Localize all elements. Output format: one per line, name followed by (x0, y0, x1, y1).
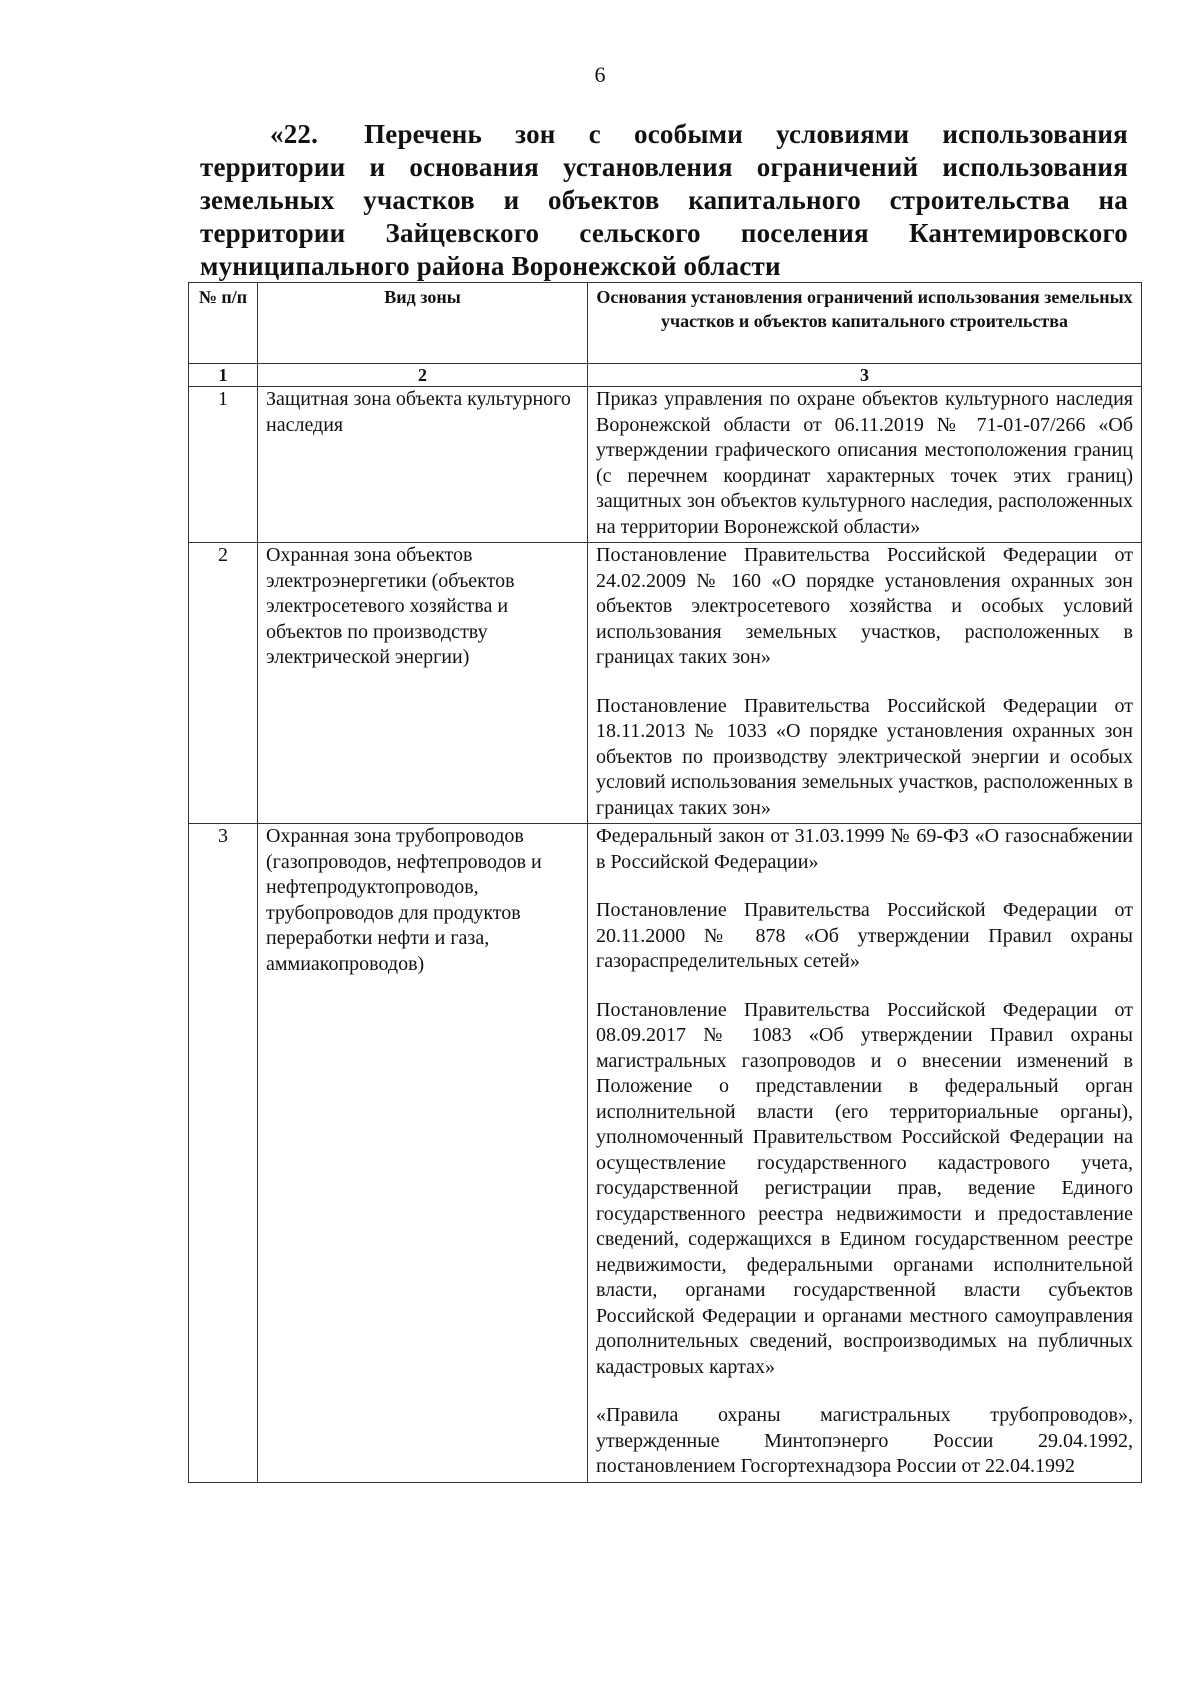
page-number: 6 (594, 62, 606, 87)
column-number: 1 (189, 364, 258, 387)
basis-paragraph: Постановление Правительства Российской Федерации от 08.09.2017 № 1083 «Об утверждении Правил охраны магистральных газопроводов и о внесении изменений в Положение о представлении в федеральный орган исполнительной власти (его территориальные органы), уполномоченный Правительством Российской Федерации на осуществление государственного кадастрового учета, государственной регистрации прав, ведение Единого государственного реестра недвижимости и предоставление сведений, содержащихся в Едином государственном реестре недвижимости, федеральными органами исполнительной власти, органами государственной власти субъектов Российской Федерации и органами местного самоуправления дополнительных сведений, воспроизводимых на публичных кадастровых картах» (596, 998, 1133, 1378)
row-number: 3 (189, 824, 258, 1483)
heading-number: «22. (270, 119, 319, 149)
table-row (189, 543, 1142, 824)
basis-paragraph: Приказ управления по охране объектов культурного наследия Воронежской области от 06.11.2019 № 71-01-07/266 «Об утверждении графического описания местоположения границ (с перечнем координат характерных точек этих границ) защитных зон объектов культурного наследия, расположенных на территории Воронежской области» (596, 388, 1133, 538)
basis-paragraph: Постановление Правительства Российской Федерации от 24.02.2009 № 160 «О порядке установления охранных зон объектов электросетевого хозяйства и особых условий использования земельных участков, расположенных в границах таких зон» (596, 544, 1133, 668)
basis-paragraph: Постановление Правительства Российской Федерации от 20.11.2000 № 878 «Об утверждении Правил охраны газораспределительных сетей» (596, 899, 1133, 972)
restriction-basis (588, 543, 1142, 824)
zones-table (188, 282, 1142, 1483)
zone-type: Охранная зона объектов электроэнергетики (объектов электросетевого хозяйства и объектов по производству электрической энергии) (258, 543, 588, 824)
column-number: 2 (258, 364, 588, 387)
row-number: 1 (189, 387, 258, 543)
document-heading (200, 118, 1128, 283)
column-numbers-row (189, 364, 1142, 387)
basis-paragraph: Федеральный закон от 31.03.1999 № 69-ФЗ «О газоснабжении в Российской Федерации» (596, 825, 1133, 873)
basis-paragraph: «Правила охраны магистральных трубопроводов», утвержденные Минтопэнерго России 29.04.1992, постановлением Госгортехнадзора России от 22.04.1992 (596, 1404, 1133, 1477)
column-number: 3 (588, 364, 1142, 387)
zone-type: Защитная зона объекта культурного наследия (258, 387, 588, 543)
header-number: № п/п (189, 283, 258, 364)
basis-paragraph: Постановление Правительства Российской Федерации от 18.11.2013 № 1033 «О порядке установления охранных зон объектов по производству электрической энергии и особых условий использования земельных участков, расположенных в границах таких зон» (596, 694, 1133, 819)
table-row (189, 387, 1142, 543)
restriction-basis (588, 387, 1142, 543)
zone-type: Охранная зона трубопроводов (газопроводов, нефтепроводов и нефтепродуктопроводов, трубопроводов для продуктов переработки нефти и газа, аммиакопроводов) (258, 824, 588, 1483)
heading-text: Перечень зон с особыми условиями использования территории и основания установления ограничений использования земельных участков и объектов капитального строительства на территории Зайцевского сельского поселения Кантемировского муниципального района Воронежской области (200, 119, 1128, 281)
table-row (189, 824, 1142, 1483)
header-zone-type: Вид зоны (258, 283, 588, 364)
table-header-row (189, 283, 1142, 364)
row-number: 2 (189, 543, 258, 824)
header-basis: Основания установления ограничений использования земельных участков и объектов капитального строительства (588, 283, 1142, 364)
restriction-basis (588, 824, 1142, 1483)
